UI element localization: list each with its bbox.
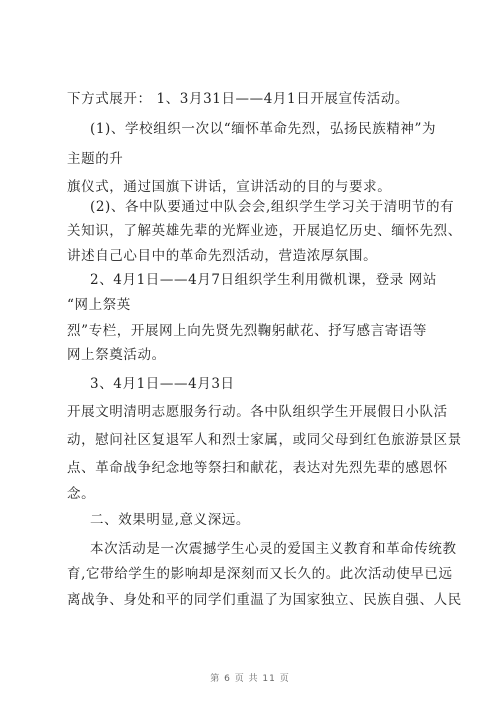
text-line: (2)、各中队要通过中队会会,组织学生学习关于清明节的有	[90, 199, 455, 215]
text-line: 离战争、身处和平的同学们重温了为国家独立、民族自强、人民	[67, 592, 462, 608]
text-line: 2、4月1日——4月7日组织学生利用微机课，登录 网站	[90, 272, 437, 288]
text-line: 下方式展开： 1、3月31日——4月1日开展宣传活动。	[67, 91, 410, 107]
text-line: 关知识，了解英雄先辈的光辉业迹，开展追忆历史、缅怀先烈、	[67, 223, 462, 239]
text-line: 念。	[67, 486, 96, 502]
text-line: 本次活动是一次震撼学生心灵的爱国主义教育和革命传统教	[90, 541, 457, 557]
text-line: 点、革命战争纪念地等祭扫和献花，表达对先烈先辈的感恩怀	[67, 460, 448, 476]
text-line: 3、4月1日——4月3日	[90, 376, 235, 392]
text-line: 讲述自己心目中的革命先烈活动，营造浓厚氛围。	[67, 248, 378, 264]
text-line: 开展文明清明志愿服务行动。各中队组织学生开展假日小队活	[67, 404, 448, 420]
text-line: 主题的升	[67, 151, 124, 167]
text-line: 网上祭奠活动。	[67, 347, 166, 363]
text-line: 动，慰问社区复退军人和烈士家属，或同父母到红色旅游景区景	[67, 432, 462, 448]
section-heading: 二、效果明显,意义深远。	[90, 512, 250, 528]
page-number: 第 6 页 共 11 页	[210, 674, 290, 684]
text-line: (1)、学校组织一次以“缅怀革命先烈，弘扬民族精神”为	[90, 121, 437, 137]
text-line: 烈”专栏，开展网上向先贤先烈鞠躬献花、抒写感言寄语等	[67, 323, 428, 339]
text-line: 旗仪式，通过国旗下讲话，宣讲活动的目的与要求。	[67, 179, 392, 195]
text-line: “网上祭英	[67, 297, 131, 313]
text-line: 育,它带给学生的影响却是深刻而又长久的。此次活动使早已远	[67, 566, 453, 582]
